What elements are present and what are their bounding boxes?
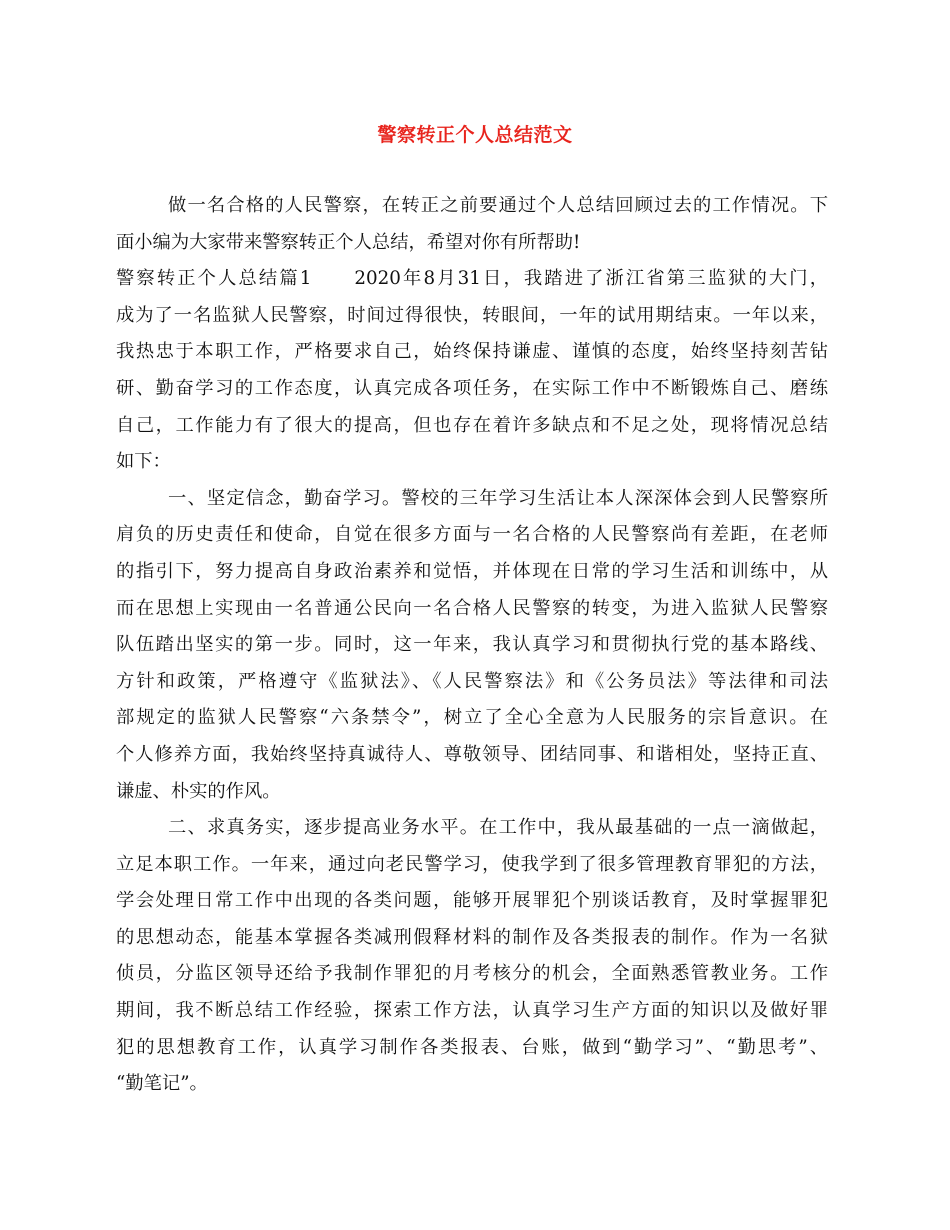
paragraph-line: 部规定的监狱人民警察“六条禁令”，树立了全心全意为人民服务的宗旨意识。在 (116, 707, 828, 729)
paragraph-line: 立足本职工作。一年来，通过向老民警学习，使我学到了很多管理教育罪犯的方法， (116, 853, 828, 875)
paragraph-line: 的思想动态，能基本掌握各类减刑假释材料的制作及各类报表的制作。作为一名狱 (116, 926, 828, 948)
paragraph-line: 谦虚、朴实的作风。 (116, 780, 281, 802)
paragraph-line: “勤笔记”。 (116, 1073, 208, 1095)
paragraph-line: 二、求真务实，逐步提高业务水平。在工作中，我从最基础的一点一滴做起， (168, 817, 828, 839)
paragraph-line: 个人修养方面，我始终坚持真诚待人、尊敬领导、团结同事、和谐相处，坚持正直、 (116, 743, 828, 765)
paragraph-line: 警察转正个人总结篇1 2020年8月31日，我踏进了浙江省第三监狱的大门， (116, 268, 828, 290)
paragraph-line: 方针和政策，严格遵守《监狱法》、《人民警察法》和《公务员法》等法律和司法 (116, 670, 828, 692)
document-title: 警察转正个人总结范文 (377, 124, 573, 146)
paragraph-line: 做一名合格的人民警察，在转正之前要通过个人总结回顾过去的工作情况。下 (168, 195, 828, 216)
paragraph-line: 面小编为大家带来警察转正个人总结，希望对你有所帮助! (116, 231, 581, 253)
paragraph-line: 侦员，分监区领导还给予我制作罪犯的月考核分的机会，全面熟悉管教业务。工作 (116, 963, 828, 985)
paragraph-line: 肩负的历史责任和使命，自觉在很多方面与一名合格的人民警察尚有差距，在老师 (116, 524, 828, 546)
paragraph-line: 一、坚定信念，勤奋学习。警校的三年学习生活让本人深深体会到人民警察所 (168, 487, 828, 509)
paragraph-line: 研、勤奋学习的工作态度，认真完成各项任务，在实际工作中不断锻炼自己、磨练 (116, 377, 828, 399)
paragraph-line: 而在思想上实现由一名普通公民向一名合格人民警察的转变，为进入监狱人民警察 (116, 597, 828, 619)
paragraph-line: 我热忠于本职工作，严格要求自己，始终保持谦虚、谨慎的态度，始终坚持刻苦钻 (116, 341, 828, 363)
paragraph-line: 自己，工作能力有了很大的提高，但也存在着许多缺点和不足之处，现将情况总结 (116, 414, 828, 436)
paragraph-line: 的指引下，努力提高自身政治素养和觉悟，并体现在日常的学习生活和训练中，从 (116, 560, 828, 582)
paragraph-line: 犯的思想教育工作，认真学习制作各类报表、台账，做到“勤学习”、“勤思考”、 (116, 1036, 828, 1058)
paragraph-line: 如下： (116, 451, 171, 473)
paragraph-line: 队伍踏出坚实的第一步。同时，这一年来，我认真学习和贯彻执行党的基本路线、 (116, 634, 828, 656)
paragraph-line: 成为了一名监狱人民警察，时间过得很快，转眼间，一年的试用期结束。一年以来， (116, 304, 828, 326)
paragraph-line: 期间，我不断总结工作经验，探索工作方法，认真学习生产方面的知识以及做好罪 (116, 1000, 828, 1022)
document-body (116, 188, 828, 1103)
paragraph-line: 学会处理日常工作中出现的各类问题，能够开展罪犯个别谈话教育，及时掌握罪犯 (116, 890, 828, 912)
